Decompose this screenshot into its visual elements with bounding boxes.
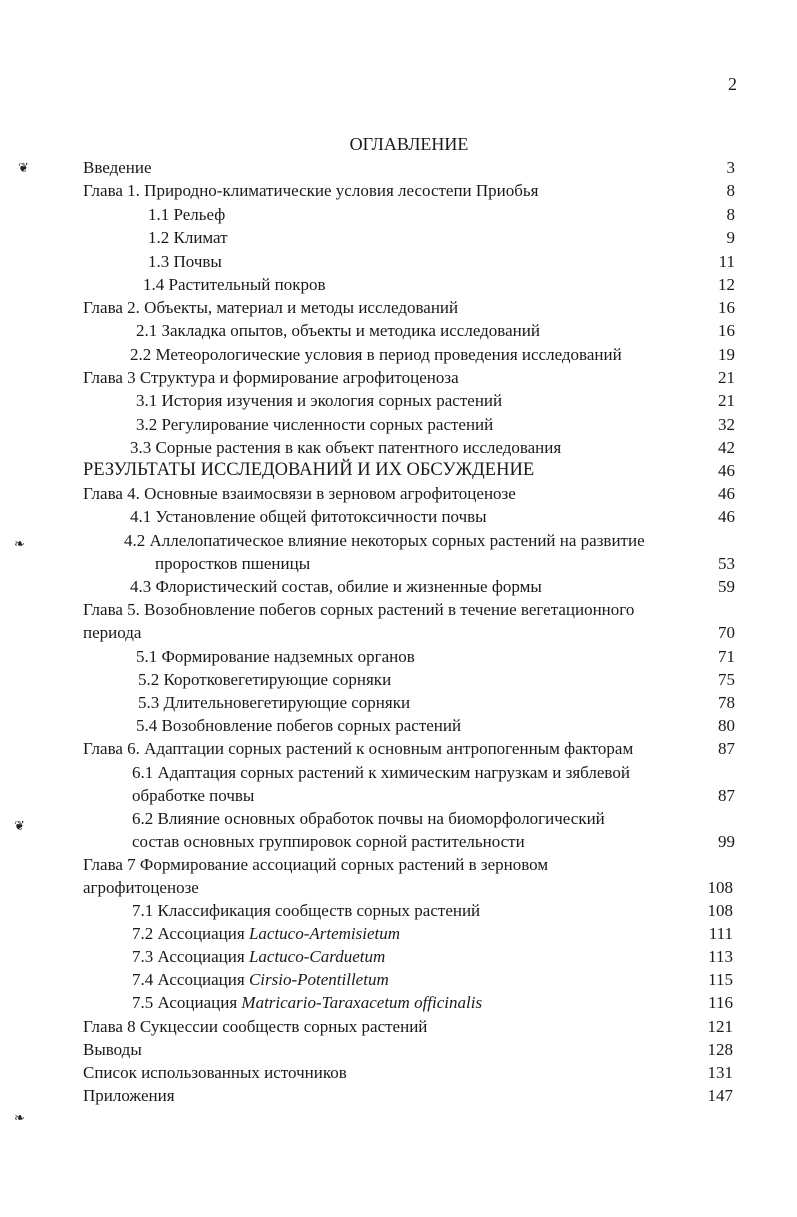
toc-entry-page: 108 bbox=[707, 901, 733, 920]
toc-entry-page: 75 bbox=[718, 670, 735, 689]
toc-entry-page: 46 bbox=[718, 507, 735, 526]
toc-entry-page: 16 bbox=[718, 298, 735, 317]
toc-entry-page: 108 bbox=[707, 878, 733, 897]
toc-entry-title: 3.1 История изучения и экология сорных растений bbox=[136, 391, 503, 410]
margin-mark-icon: ❦ bbox=[14, 818, 25, 833]
toc-entry-title: Приложения bbox=[83, 1086, 175, 1105]
toc-entry-title: 2.1 Закладка опытов, объекты и методика исследований bbox=[136, 321, 540, 340]
toc-entry-title: Глава 2. Объекты, материал и методы исследований bbox=[83, 298, 459, 317]
toc-entry-page: 147 bbox=[707, 1086, 733, 1105]
toc-entry-page: 78 bbox=[718, 693, 735, 712]
toc-entry-title: состав основных группировок сорной растительности bbox=[132, 832, 525, 851]
toc-entry-page: 11 bbox=[718, 252, 735, 271]
toc-entry-page: 3 bbox=[726, 158, 735, 177]
toc-entry-title: агрофитоценозе bbox=[83, 878, 199, 897]
toc-entry-page: 121 bbox=[707, 1017, 733, 1036]
toc-entry-page: 87 bbox=[718, 786, 735, 805]
toc-entry-page: 115 bbox=[708, 970, 733, 989]
toc-entry-page: 8 bbox=[726, 205, 735, 224]
toc-entry-title: 4.1 Установление общей фитотоксичности почвы bbox=[130, 507, 487, 526]
toc-entry-page: 59 bbox=[718, 577, 735, 596]
toc-entry-title bbox=[132, 991, 482, 1014]
toc-entry-title: 5.1 Формирование надземных органов bbox=[136, 647, 415, 666]
toc-entry-title: 1.3 Почвы bbox=[148, 252, 222, 271]
toc-entry-label: 7.2 Ассоциация bbox=[132, 924, 249, 943]
toc-entry-title: 5.3 Длительновегетирующие сорняки bbox=[138, 693, 411, 712]
toc-entry-title: 1.4 Растительный покров bbox=[143, 275, 326, 294]
toc-entry-page: 19 bbox=[718, 345, 735, 364]
toc-entry-title: Введение bbox=[83, 158, 152, 177]
toc-entry-title bbox=[132, 922, 400, 945]
toc-entry-page: 131 bbox=[707, 1063, 733, 1082]
toc-entry-title: 5.2 Коротковегетирующие сорняки bbox=[138, 670, 392, 689]
toc-entry-label: 7.3 Ассоциация bbox=[132, 947, 249, 966]
toc-entry-page: 32 bbox=[718, 415, 735, 434]
toc-entry-title: проростков пшеницы bbox=[155, 554, 311, 573]
toc-entry-title: периода bbox=[83, 623, 142, 642]
toc-entry-title: 4.2 Аллелопатическое влияние некоторых сорных растений на развитие bbox=[124, 531, 645, 550]
toc-entry-title: 2.2 Метеорологические условия в период проведения исследований bbox=[130, 345, 622, 364]
toc-entry-latin: Matricario-Taraxacetum officinalis bbox=[241, 993, 483, 1012]
toc-entry-title bbox=[132, 968, 389, 991]
toc-entry-title: РЕЗУЛЬТАТЫ ИССЛЕДОВАНИЙ И ИХ ОБСУЖДЕНИЕ bbox=[83, 460, 535, 480]
toc-entry-title: Глава 4. Основные взаимосвязи в зерновом агрофитоценозе bbox=[83, 484, 516, 503]
toc-entry-title: 7.1 Классификация сообществ сорных растений bbox=[132, 901, 481, 920]
toc-entry-page: 111 bbox=[708, 924, 733, 943]
toc-entry-latin: Lactuco-Artemisietum bbox=[248, 924, 401, 943]
toc-entry-page: 116 bbox=[708, 993, 733, 1012]
toc-entry-title: 1.2 Климат bbox=[148, 228, 228, 247]
toc-entry-title: 1.1 Рельеф bbox=[148, 205, 226, 224]
toc-entry-page: 70 bbox=[718, 623, 735, 642]
toc-entry-page: 53 bbox=[718, 554, 735, 573]
margin-mark-icon: ❧ bbox=[14, 1110, 25, 1125]
toc-entry-page: 71 bbox=[718, 647, 735, 666]
toc-entry-title: 4.3 Флористический состав, обилие и жизненные формы bbox=[130, 577, 542, 596]
toc-entry-page: 21 bbox=[718, 368, 735, 387]
toc-entry-page: 113 bbox=[708, 947, 733, 966]
toc-entry-title: 3.2 Регулирование численности сорных растений bbox=[136, 415, 494, 434]
toc-entry-title: Глава 1. Природно-климатические условия лесостепи Приобья bbox=[83, 181, 539, 200]
toc-entry-title bbox=[132, 945, 385, 968]
toc-entry-page: 21 bbox=[718, 391, 735, 410]
toc-entry-label: 7.4 Ассоциация bbox=[132, 970, 249, 989]
toc-entry-title: Глава 8 Сукцессии сообществ сорных растений bbox=[83, 1017, 428, 1036]
toc-entry-page: 87 bbox=[718, 739, 735, 758]
toc-entry-title: Глава 3 Структура и формирование агрофитоценоза bbox=[83, 368, 459, 387]
toc-entry-title: Выводы bbox=[83, 1040, 142, 1059]
toc-entry-title: обработке почвы bbox=[132, 786, 255, 805]
page-number: 2 bbox=[728, 74, 737, 94]
margin-mark-icon: ❧ bbox=[14, 536, 25, 551]
toc-entry-title: Глава 5. Возобновление побегов сорных растений в течение вегетационного bbox=[83, 600, 635, 619]
toc-entry-page: 99 bbox=[718, 832, 735, 851]
toc-entry-title: 5.4 Возобновление побегов сорных растений bbox=[136, 716, 462, 735]
toc-title: ОГЛАВЛЕНИЕ bbox=[349, 134, 469, 154]
toc-entry-page: 12 bbox=[718, 275, 735, 294]
toc-entry-page: 9 bbox=[726, 228, 735, 247]
toc-entry-title: 6.2 Влияние основных обработок почвы на биоморфологический bbox=[132, 809, 605, 828]
toc-entry-title: Список использованных источников bbox=[83, 1063, 347, 1082]
toc-entry-page: 8 bbox=[726, 181, 735, 200]
toc-entry-latin: Lactuco-Carduetum bbox=[248, 947, 386, 966]
toc-entry-page: 16 bbox=[718, 321, 735, 340]
toc-entry-label: 7.5 Асоциация bbox=[132, 993, 242, 1012]
toc-entry-title: 3.3 Сорные растения в как объект патентного исследования bbox=[130, 438, 562, 457]
toc-entry-page: 46 bbox=[718, 461, 735, 480]
toc-entry-title: Глава 7 Формирование ассоциаций сорных растений в зерновом bbox=[83, 855, 549, 874]
margin-mark-icon: ❦ bbox=[18, 160, 29, 175]
toc-entry-page: 42 bbox=[718, 438, 735, 457]
toc-entry-latin: Cirsio-Potentilletum bbox=[248, 970, 389, 989]
toc-entry-page: 80 bbox=[718, 716, 735, 735]
toc-entry-title: Глава 6. Адаптации сорных растений к основным антропогенным факторам bbox=[83, 739, 634, 758]
toc-entry-page: 128 bbox=[707, 1040, 733, 1059]
toc-entry-title: 6.1 Адаптация сорных растений к химическим нагрузкам и зяблевой bbox=[132, 763, 630, 782]
toc-entry-page: 46 bbox=[718, 484, 735, 503]
